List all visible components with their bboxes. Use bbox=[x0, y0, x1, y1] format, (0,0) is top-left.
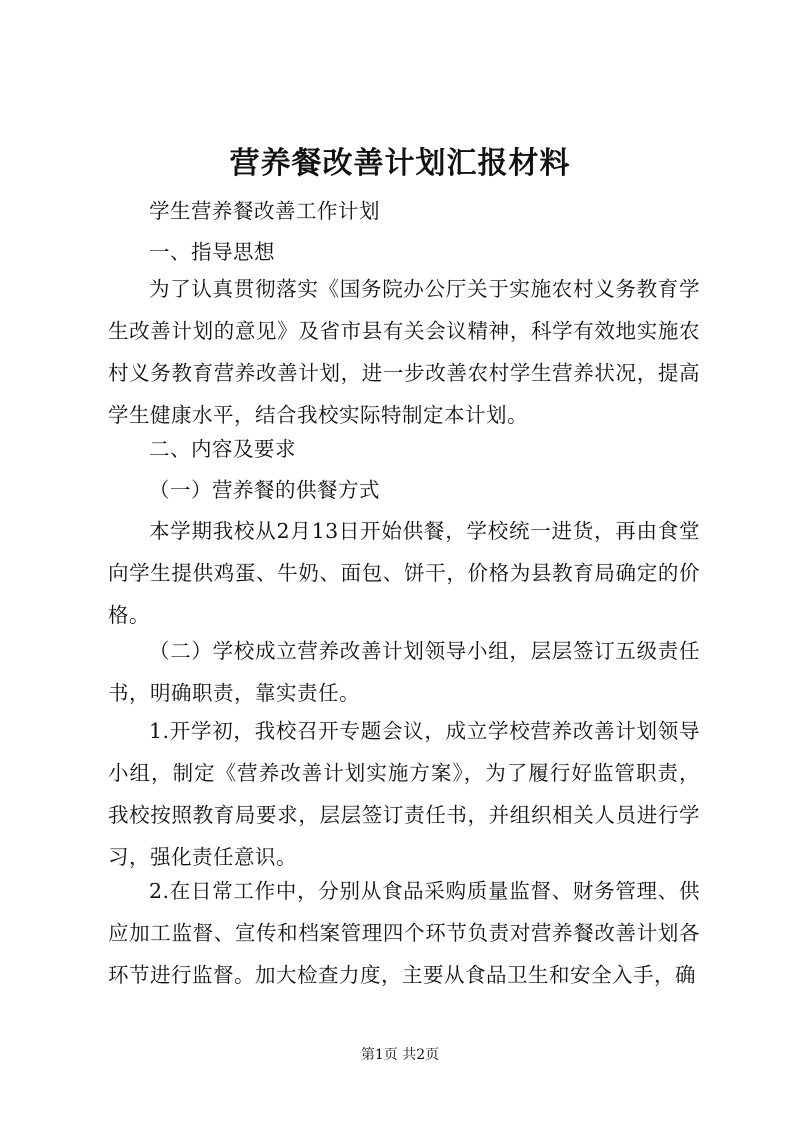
document-title: 营养餐改善计划汇报材料 bbox=[229, 146, 571, 181]
paragraph-heading-2: 二、内容及要求 bbox=[149, 437, 296, 461]
paragraph-item-2: 2.在日常工作中，分别从食品采购质量监督、财务管理、供应加工监督、宣传和档案管理四个环节负责对营养餐改善计划各环节进行监督。加大检查力度，主要从食品卫生和安全入手，确 bbox=[108, 879, 700, 987]
paragraph-subheading-2: （二）学校成立营养改善计划领导小组，层层签订五级责任书，明确职责，靠实责任。 bbox=[108, 639, 700, 705]
paragraph-body-1: 为了认真贯彻落实《国务院办公厅关于实施农村义务教育学生改善计划的意见》及省市县有关会议精神，科学有效地实施农村义务教育营养改善计划，进一步改善农村学生营养状况，提高学生健康水平，结合我校实际特制定本计划。 bbox=[108, 277, 700, 427]
paragraph-heading-1: 一、指导思想 bbox=[149, 240, 275, 264]
page-footer: 第1页 共2页 bbox=[360, 1047, 440, 1063]
paragraph-subtitle: 学生营养餐改善工作计划 bbox=[149, 199, 380, 223]
paragraph-body-2: 本学期我校从2月13日开始供餐，学校统一进货，再由食堂向学生提供鸡蛋、牛奶、面包、饼干，价格为县教育局确定的价格。 bbox=[108, 519, 700, 627]
paragraph-subheading-1: （一）营养餐的供餐方式 bbox=[149, 478, 380, 502]
paragraph-item-1: 1.开学初，我校召开专题会议，成立学校营养改善计划领导小组，制定《营养改善计划实施方案》，为了履行好监管职责，我校按照教育局要求，层层签订责任书，并组织相关人员进行学习，强化责任意识。 bbox=[108, 719, 700, 869]
